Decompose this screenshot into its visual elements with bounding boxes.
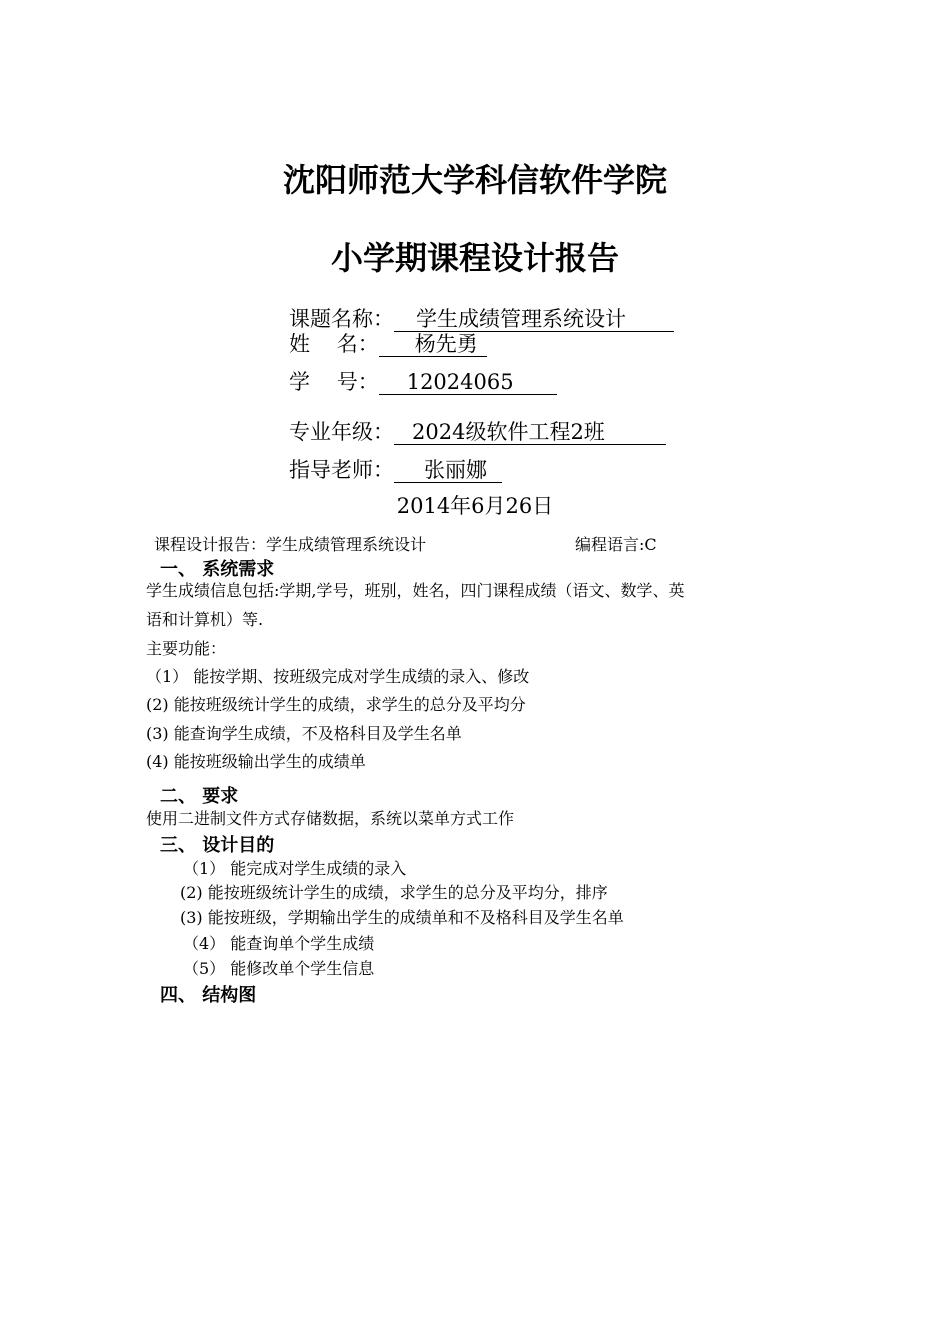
section3-item: （4） 能查询单个学生成绩 [183,934,375,953]
field-major-label: 专业年级： [289,420,394,444]
field-student-id [289,366,557,396]
section3-item: (2) 能按班级统计学生的成绩，求学生的总分及平均分，排序 [180,883,608,902]
section1-item: (2) 能按班级统计学生的成绩，求学生的总分及平均分 [146,695,526,714]
cover-title-line1: 沈阳师范大学科信软件学院 [282,161,667,199]
section2-text: 使用二进制文件方式存储数据，系统以菜单方式工作 [146,809,515,828]
section1-intro-line2: 语和计算机）等. [146,610,264,629]
cover-date: 2014年6月26日 [396,494,554,518]
section1-heading: 一、 系统需求 [160,559,275,580]
field-topic-label: 课题名称： [289,307,394,331]
section1-functions-label: 主要功能： [146,639,227,658]
report-title: 课程设计报告：学生成绩管理系统设计 [154,535,427,554]
field-advisor-value: 张丽娜 [394,458,502,483]
field-student-id-label: 学 号： [289,370,379,394]
field-major [289,416,666,446]
section3-item: （1） 能完成对学生成绩的录入 [183,859,407,878]
field-name-value: 杨先勇 [379,332,487,357]
field-name [289,328,487,358]
cover-title-line2: 小学期课程设计报告 [330,239,619,277]
section4-heading: 四、 结构图 [160,985,257,1006]
field-major-value: 2024级软件工程2班 [394,420,666,445]
section1-item: (3) 能查询学生成绩，不及格科目及学生名单 [146,724,462,743]
programming-language: 编程语言:C [575,535,657,554]
field-advisor-label: 指导老师： [289,458,394,482]
field-topic-value: 学生成绩管理系统设计 [394,307,674,332]
section3-item: (3) 能按班级，学期输出学生的成绩单和不及格科目及学生名单 [180,908,624,927]
section1-item: （1） 能按学期、按班级完成对学生成绩的录入、修改 [146,667,530,686]
section2-heading: 二、 要求 [160,786,239,807]
field-student-id-value: 12024065 [379,370,557,395]
field-name-label: 姓 名： [289,332,379,356]
section3-heading: 三、 设计目的 [160,835,275,856]
section1-item: (4) 能按班级输出学生的成绩单 [146,752,366,771]
section3-item: （5） 能修改单个学生信息 [183,959,375,978]
field-advisor [289,454,502,484]
section1-intro-line1: 学生成绩信息包括:学期,学号，班别，姓名，四门课程成绩（语文、数学、英 [146,581,685,600]
